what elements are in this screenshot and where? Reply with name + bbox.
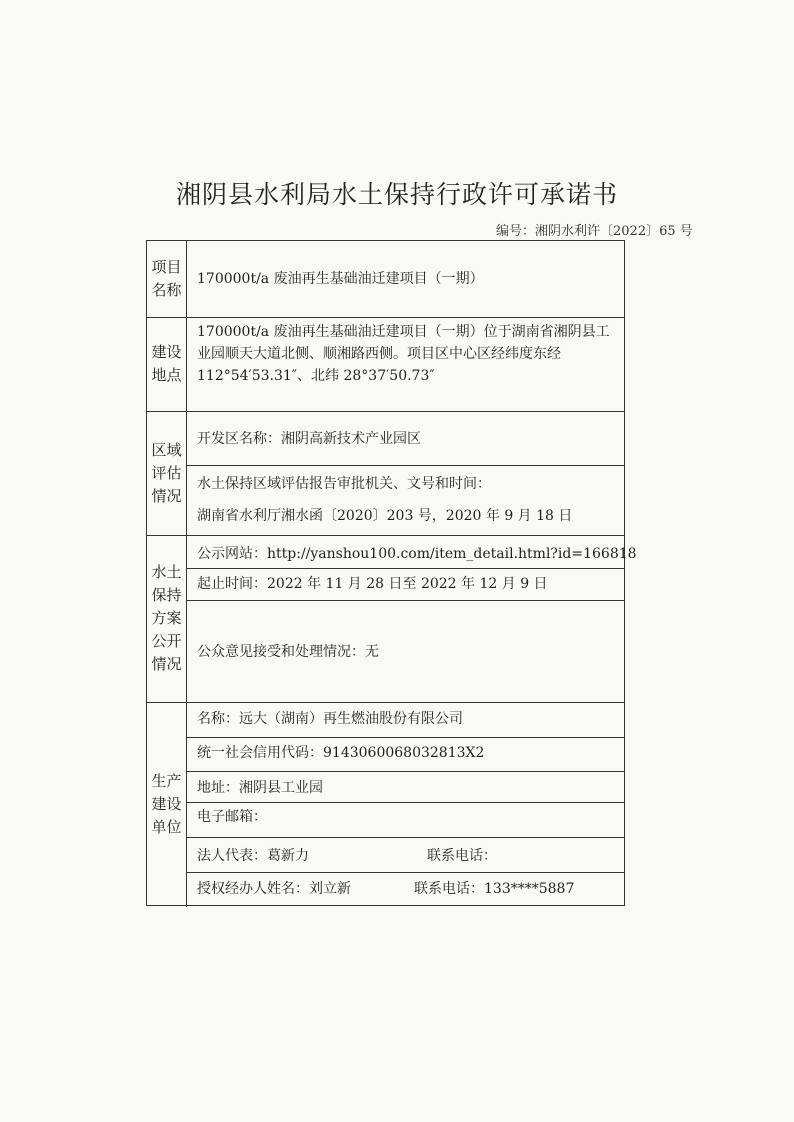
- row-divider: [187, 771, 624, 772]
- document-number: 编号：湘阴水利许〔2022〕65 号: [496, 224, 693, 239]
- legal-representative: 法人代表：葛新力: [197, 848, 309, 864]
- document-title: 湘阴县水利局水土保持行政许可承诺书: [175, 180, 618, 209]
- row-divider: [147, 702, 624, 703]
- row-divider: [187, 568, 624, 569]
- builder-address: 地址：湘阴县工业园: [197, 780, 323, 796]
- regional-assessment-label-cell: [147, 411, 187, 535]
- location-value: 170000t/a 废油再生基础油迁建项目（一期）位于湖南省湘阴县工业园顺天大道北侧、顺湘路西侧。项目区中心区经纬度东经 112°54′53.31″、北纬 28°37′50.73″: [197, 324, 610, 384]
- builder-label: 生产建设单位: [151, 772, 182, 836]
- commitment-form-table: [146, 240, 637, 906]
- project-name-value: 170000t/a 废油再生基础油迁建项目（一期）: [197, 271, 484, 287]
- location-label-cell: [147, 317, 187, 411]
- publicity-label: 水土保持方案公开情况: [151, 563, 182, 673]
- agent-row: [197, 879, 616, 900]
- publicity-website: 公示网站：http://yanshou100.com/item_detail.html?id=166818: [197, 546, 637, 562]
- public-opinions: 公众意见接受和处理情况：无: [197, 644, 379, 660]
- project-name-label-cell: [147, 241, 187, 317]
- legal-representative-row: [197, 846, 616, 867]
- authorized-agent: 授权经办人姓名：刘立新: [197, 881, 351, 897]
- row-divider: [147, 411, 624, 412]
- row-divider: [147, 535, 624, 536]
- row-divider: [187, 802, 624, 803]
- legal-representative-phone: 联系电话：: [427, 848, 497, 864]
- row-divider: [187, 837, 624, 838]
- builder-label-cell: [147, 702, 187, 907]
- builder-credit-code: 统一社会信用代码：9143060068032813X2: [197, 745, 485, 761]
- row-divider: [187, 872, 624, 873]
- location-label: 建设地点: [151, 343, 182, 384]
- assessment-report-label: 水土保持区域评估报告审批机关、文号和时间：: [197, 476, 491, 492]
- row-divider: [147, 317, 624, 318]
- assessment-report-value: 湖南省水利厅湘水函〔2020〕203 号，2020 年 9 月 18 日: [197, 508, 573, 524]
- builder-name: 名称：远大（湖南）再生燃油股份有限公司: [197, 711, 463, 727]
- regional-assessment-label: 区域评估情况: [151, 440, 182, 505]
- builder-email: 电子邮箱：: [197, 809, 267, 825]
- row-divider: [187, 600, 624, 601]
- development-zone-name: 开发区名称：湘阴高新技术产业园区: [197, 431, 421, 447]
- row-divider: [187, 465, 624, 466]
- publicity-period: 起止时间：2022 年 11 月 28 日至 2022 年 12 月 9 日: [197, 576, 548, 592]
- publicity-label-cell: [147, 535, 187, 702]
- row-divider: [187, 737, 624, 738]
- authorized-agent-phone: 联系电话：133****5887: [414, 881, 575, 897]
- project-name-label: 项目名称: [151, 258, 182, 299]
